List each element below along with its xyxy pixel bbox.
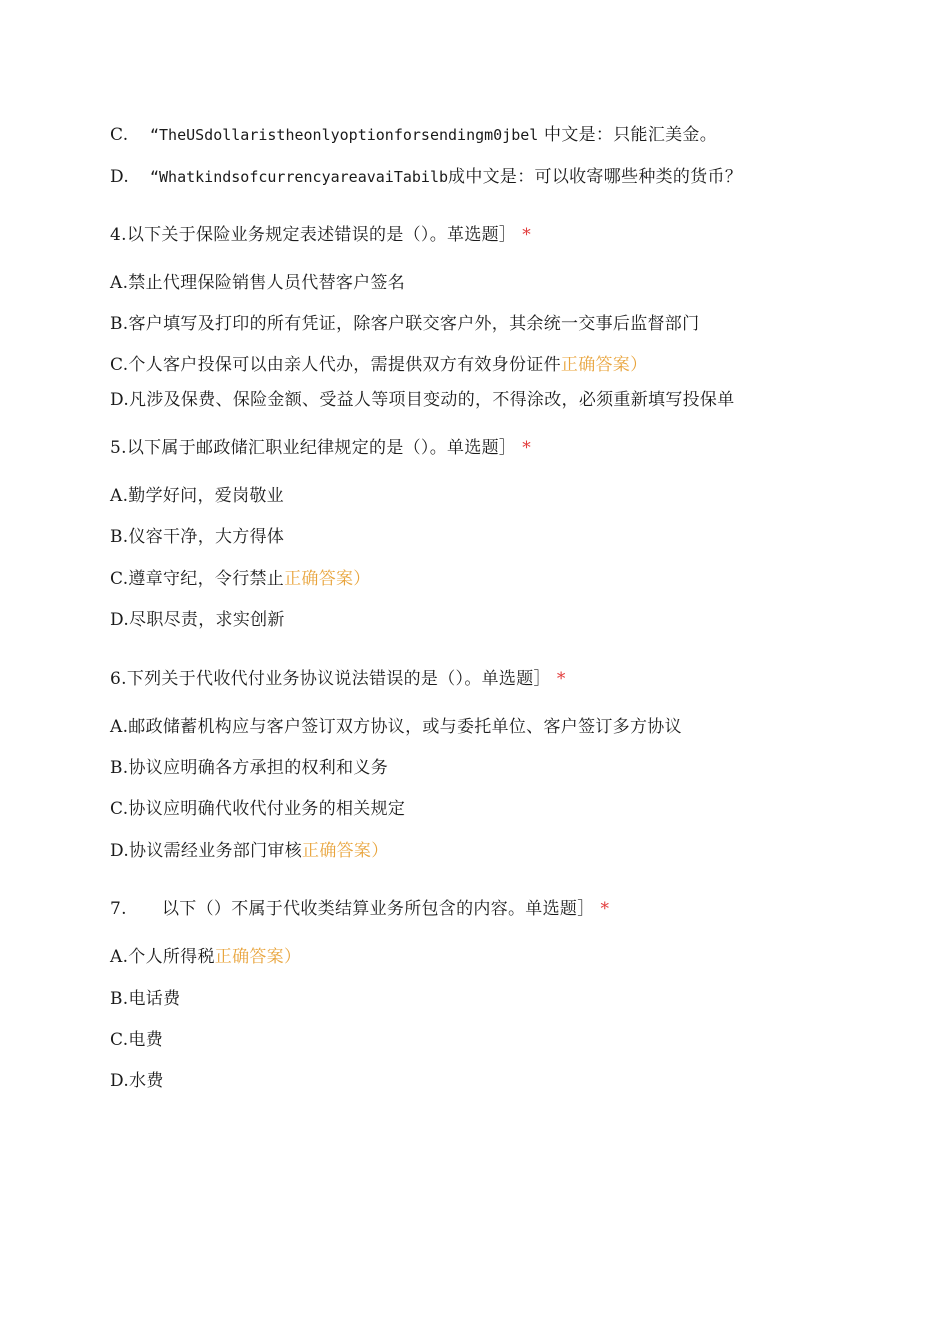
option-q3-d bbox=[110, 165, 742, 189]
option-text: 协议需经业务部门审核 bbox=[129, 841, 303, 861]
option-label: C. bbox=[110, 799, 129, 819]
option-q4-a[interactable] bbox=[110, 271, 405, 295]
option-text: 水费 bbox=[129, 1071, 164, 1091]
required-star: * bbox=[522, 438, 532, 458]
option-text: 禁止代理保险销售人员代替客户签名 bbox=[128, 273, 406, 293]
question-number: 6. bbox=[110, 669, 127, 689]
option-label: A. bbox=[110, 947, 129, 967]
option-q5-d[interactable] bbox=[110, 608, 285, 632]
option-label: D. bbox=[110, 610, 130, 630]
option-text: 勤学好问，爱岗敬业 bbox=[128, 486, 284, 506]
question-4-title bbox=[110, 223, 531, 247]
option-q7-b[interactable] bbox=[110, 987, 180, 1011]
option-label: B. bbox=[110, 758, 129, 778]
correct-answer-tag: 正确答案） bbox=[302, 841, 389, 861]
question-text: 以下关于保险业务规定表述错误的是（）。革选题］ bbox=[126, 225, 517, 245]
required-star: * bbox=[600, 899, 610, 919]
correct-answer-tag: 正确答案） bbox=[560, 355, 648, 375]
option-q4-c[interactable] bbox=[110, 353, 647, 377]
option-label: C. bbox=[110, 1030, 129, 1050]
option-q4-b[interactable] bbox=[110, 312, 699, 336]
option-text: 凡涉及保费、保险金额、受益人等项目变动的，不得涂改，必须重新填写投保单 bbox=[129, 390, 735, 410]
question-7-title bbox=[110, 897, 609, 921]
option-text: 电话费 bbox=[128, 989, 181, 1009]
required-star: * bbox=[556, 669, 566, 689]
option-text-zh: 成中文是：可以收寄哪些种类的货币？ bbox=[448, 167, 743, 187]
question-number: 7. bbox=[110, 899, 127, 919]
correct-answer-tag: 正确答案） bbox=[214, 947, 302, 967]
option-text: 个人客户投保可以由亲人代办，需提供双方有效身份证件 bbox=[128, 355, 561, 375]
option-label: A. bbox=[110, 486, 129, 506]
option-text: 协议应明确各方承担的权利和义务 bbox=[128, 758, 388, 778]
option-q7-a[interactable] bbox=[110, 945, 301, 969]
required-star: * bbox=[522, 225, 532, 245]
option-text: 协议应明确代收代付业务的相关规定 bbox=[128, 799, 406, 819]
option-text: 邮政储蓄机构应与客户签订双方协议，或与委托单位、客户签订多方协议 bbox=[128, 717, 682, 737]
option-label: D. bbox=[110, 390, 130, 410]
option-q7-d[interactable] bbox=[110, 1069, 164, 1093]
option-text-en: “TheUSdollaristheonlyoptionforsendingm0jbel bbox=[150, 126, 539, 144]
option-label: C. bbox=[110, 355, 129, 375]
option-q6-d[interactable] bbox=[110, 839, 389, 863]
option-label: D. bbox=[110, 841, 130, 861]
question-text: 以下（）不属于代收类结算业务所包含的内容。单选题］ bbox=[162, 899, 595, 919]
question-5-title bbox=[110, 436, 531, 460]
question-number: 4. bbox=[110, 225, 127, 245]
question-number: 5. bbox=[110, 438, 127, 458]
option-text: 遵章守纪，令行禁止 bbox=[128, 569, 285, 589]
option-label: B. bbox=[110, 989, 129, 1009]
option-q7-c[interactable] bbox=[110, 1028, 163, 1052]
option-q6-a[interactable] bbox=[110, 715, 682, 739]
option-q3-c bbox=[110, 123, 717, 147]
option-label: A. bbox=[110, 273, 129, 293]
option-label: D. bbox=[110, 1071, 130, 1091]
option-q6-b[interactable] bbox=[110, 756, 388, 780]
option-text-zh: 中文是：只能汇美金。 bbox=[538, 125, 718, 145]
option-q5-b[interactable] bbox=[110, 525, 284, 549]
question-6-title bbox=[110, 667, 566, 691]
option-label: D. bbox=[110, 167, 130, 187]
option-label: B. bbox=[110, 527, 129, 547]
option-text: 个人所得税 bbox=[128, 947, 215, 967]
option-text: 电费 bbox=[128, 1030, 164, 1050]
correct-answer-tag: 正确答案） bbox=[284, 569, 371, 589]
option-text: 尽职尽责，求实创新 bbox=[129, 610, 285, 630]
option-q4-d[interactable] bbox=[110, 388, 735, 412]
option-label: A. bbox=[110, 717, 129, 737]
option-label: C. bbox=[110, 569, 129, 589]
question-text: 以下属于邮政储汇职业纪律规定的是（）。单选题］ bbox=[126, 438, 517, 458]
option-text: 仪容干净，大方得体 bbox=[128, 527, 285, 547]
option-text-en: “WhatkindsofcurrencyareavaiTabilb bbox=[150, 168, 449, 186]
option-q5-a[interactable] bbox=[110, 484, 284, 508]
option-text: 客户填写及打印的所有凭证，除客户联交客户外，其余统一交事后监督部门 bbox=[128, 314, 700, 334]
option-label: C. bbox=[110, 125, 129, 145]
option-q5-c[interactable] bbox=[110, 567, 371, 591]
question-text: 下列关于代收代付业务协议说法错误的是（）。单选题］ bbox=[126, 669, 551, 689]
option-label: B. bbox=[110, 314, 129, 334]
option-q6-c[interactable] bbox=[110, 797, 405, 821]
